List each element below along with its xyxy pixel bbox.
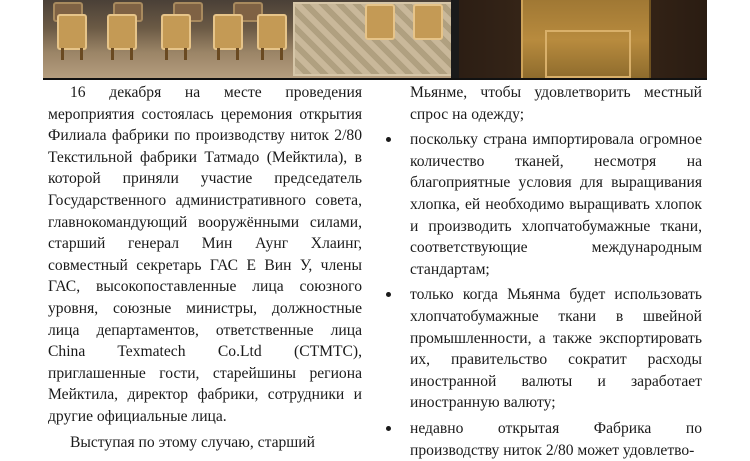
bullet-text: недавно открытая Фабрика по производству ниток 2/80 может удовлетво-: [410, 419, 702, 459]
bullet-item: [378, 129, 702, 280]
bullet-item: [378, 418, 702, 461]
bullet-text: только когда Мьянма будет использовать хлопчатобумажные ткани в швейной промышленности, а также экспортировать их, правительство сократит расходы иностранной валюты и заработает иностранную валюту;: [410, 286, 702, 412]
bullet-icon: [386, 426, 391, 431]
bullet-list: [378, 129, 702, 461]
ceremony-hall-photo: [43, 0, 451, 80]
article-paragraph: 16 декабря на месте проведения мероприятия состоялась церемония открытия Филиала фабрики по производству ниток 2/80 Текстильной фабрики Татмадо (Мейктила), в которой приняли участие председатель Государственного административного совета, главнокомандующий вооружёнными силами, старший генерал Мин Аунг Хлаинг, совместный секретарь ГАС Е Вин У, члены ГАС, высокопоставленные лица союзного уровня, союзные министры, должностные лица департаментов, ответственные лица China Texmatech Co.Ltd (CTMTC), приглашенные гости, старейшины региона Мейктила, директор фабрики, сотрудники и другие официальные лица.: [48, 84, 362, 425]
podium-panel: [545, 30, 631, 78]
chair: [365, 4, 395, 40]
right-column: [378, 82, 702, 461]
chair: [161, 14, 191, 50]
article-photo: [43, 0, 707, 80]
chair: [107, 14, 137, 50]
bullet-icon: [386, 137, 391, 142]
bullet-icon: [386, 292, 391, 297]
continued-text: Мьянме, чтобы удовлетворить местный спрос на одежду;: [410, 84, 702, 123]
bullet-item: [378, 284, 702, 414]
chair: [413, 4, 443, 40]
article-paragraph: Выступая по этому случаю, старший: [70, 433, 315, 451]
photo-divider: [451, 0, 459, 80]
chair: [57, 14, 87, 50]
bullet-text: поскольку страна импортировала огромное количество тканей, несмотря на благоприятные условия для выращивания хлопка, ей необходимо выращивать хлопок и производить хлопчатобумажные ткани, соответствующие международным стандартам;: [410, 131, 702, 278]
speaker-podium-photo: [459, 0, 707, 80]
left-column: [48, 82, 362, 453]
podium: [521, 0, 651, 80]
chair: [213, 14, 243, 50]
chair: [257, 14, 287, 50]
